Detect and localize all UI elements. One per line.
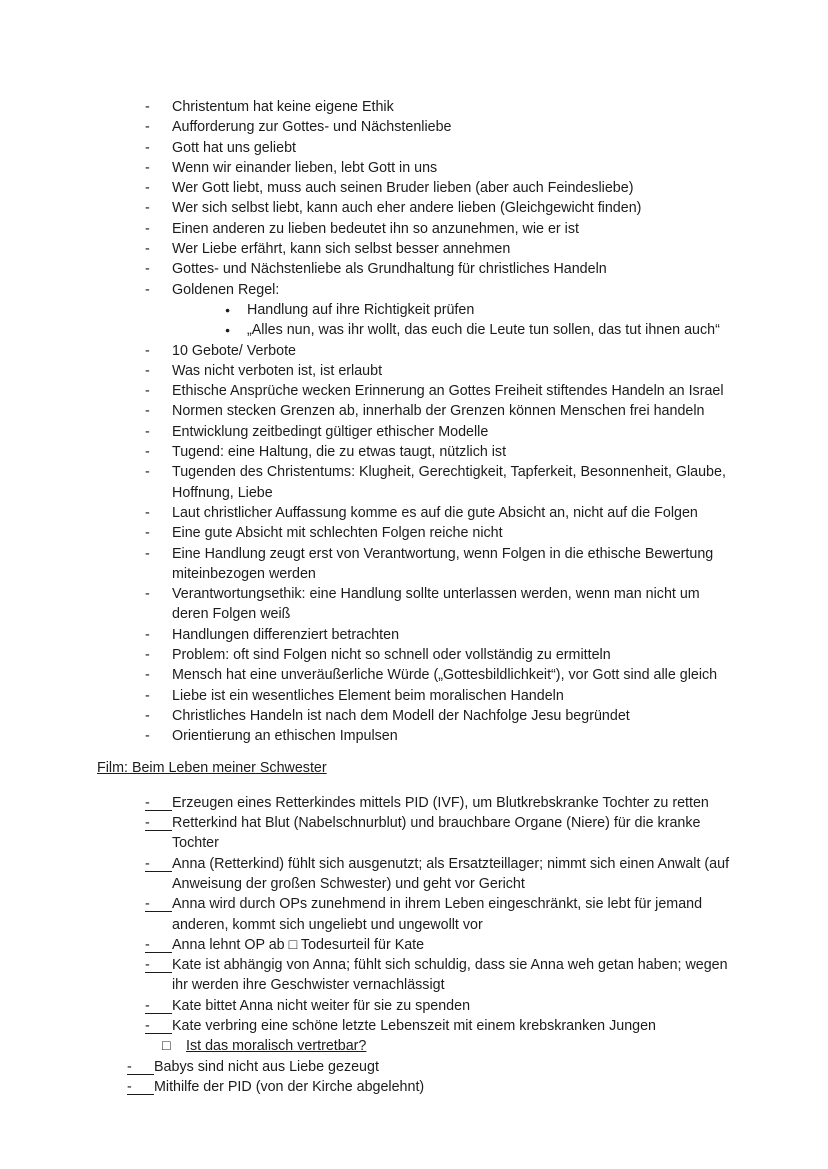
dash-bullet: -: [145, 423, 150, 440]
dash-bullet: -: [145, 586, 150, 603]
list-item-text: Gott hat uns geliebt: [172, 139, 296, 156]
underlined-dash-bullet: -: [145, 1016, 172, 1034]
list-item: [145, 706, 737, 726]
underlined-dash-bullet: -: [145, 955, 172, 973]
list-item: [145, 219, 737, 239]
list-item-text: Christliches Handeln ist nach dem Modell der Nachfolge Jesu begründet: [172, 707, 630, 724]
list-item: [145, 422, 737, 442]
list-item: [145, 793, 737, 813]
list-item-text: Gottes- und Nächstenliebe als Grundhaltung für christliches Handeln: [172, 261, 607, 278]
list-item-text: Goldenen Regel:: [172, 281, 280, 298]
dash-bullet: -: [145, 281, 150, 298]
round-bullet: ●: [225, 304, 231, 315]
list-item-text: Erzeugen eines Retterkindes mittels PID (IVF), um Blutkrebskranke Tochter zu retten: [172, 794, 709, 811]
list-item: [145, 158, 737, 178]
list-item: [145, 935, 737, 955]
dash-bullet: -: [145, 159, 150, 176]
list-item-text: Problem: oft sind Folgen nicht so schnell oder vollständig zu ermitteln: [172, 647, 611, 664]
list-item-text: Kate verbring eine schöne letzte Lebenszeit mit einem krebskranken Jungen: [172, 1018, 656, 1035]
list-item-text: Wenn wir einander lieben, lebt Gott in uns: [172, 159, 438, 176]
underlined-dash-bullet: -: [145, 996, 172, 1014]
question-line: [162, 1036, 737, 1056]
list-item: [145, 462, 737, 503]
question-text: Ist das moralisch vertretbar?: [186, 1038, 367, 1055]
list-item: [145, 1016, 737, 1036]
film-list: [97, 793, 737, 1037]
missing-glyph-box-icon: □: [162, 1038, 171, 1055]
list-item: [145, 645, 737, 665]
list-item-text: Christentum hat keine eigene Ethik: [172, 99, 394, 115]
list-item: [145, 665, 737, 685]
list-item: [145, 361, 737, 381]
list-item-text: Kate ist abhängig von Anna; fühlt sich schuldig, dass sie Anna weh getan haben; wegen ihr werden ihre Geschwister vernachlässigt: [172, 957, 728, 994]
list-item: [145, 381, 737, 401]
list-item: [145, 894, 737, 935]
ethics-list-continued: [97, 341, 737, 747]
dash-bullet: -: [145, 525, 150, 542]
dash-bullet: -: [145, 464, 150, 481]
ethics-list: [97, 97, 737, 300]
list-item-text: Babys sind nicht aus Liebe gezeugt: [154, 1058, 379, 1075]
list-item-text: Aufforderung zur Gottes- und Nächstenliebe: [172, 119, 452, 136]
underlined-dash-bullet: -: [145, 935, 172, 953]
list-item: [145, 138, 737, 158]
sub-list-item: [225, 320, 737, 340]
list-item-text: Handlungen differenziert betrachten: [172, 626, 400, 643]
list-item: [145, 996, 737, 1016]
list-item: [145, 198, 737, 218]
golden-rule-sub-list: [97, 300, 737, 341]
list-item: [145, 955, 737, 996]
dash-bullet: -: [145, 707, 150, 724]
dash-bullet: -: [145, 667, 150, 684]
list-item: [145, 544, 737, 585]
list-item: [145, 726, 737, 746]
list-item-text: Was nicht verboten ist, ist erlaubt: [172, 362, 383, 379]
list-item-text: Tugend: eine Haltung, die zu etwas taugt, nützlich ist: [172, 444, 507, 461]
dash-bullet: -: [145, 99, 150, 115]
dash-bullet: -: [145, 139, 150, 156]
list-item-text: Kate bittet Anna nicht weiter für sie zu spenden: [172, 997, 471, 1014]
underlined-dash-bullet: -: [145, 854, 172, 872]
list-item-text: Anna (Retterkind) fühlt sich ausgenutzt; als Ersatzteillager; nimmt sich einen Anwalt (auf Anweisung der großen Schwester) und geht vor Gericht: [172, 855, 730, 892]
list-item: [145, 503, 737, 523]
list-item: [145, 97, 737, 117]
dash-bullet: -: [145, 504, 150, 521]
dash-bullet: -: [145, 180, 150, 197]
list-item-text: Mithilfe der PID (von der Kirche abgelehnt): [154, 1078, 425, 1095]
list-item-text: Eine gute Absicht mit schlechten Folgen reiche nicht: [172, 525, 503, 542]
list-item: [145, 625, 737, 645]
list-item-text: Wer Liebe erfährt, kann sich selbst besser annehmen: [172, 241, 511, 258]
list-item-text: Normen stecken Grenzen ab, innerhalb der Grenzen können Menschen frei handeln: [172, 403, 705, 420]
list-item-text: Retterkind hat Blut (Nabelschnurblut) und brauchbare Organe (Niere) für die kranke Tochter: [172, 815, 701, 852]
list-item: [145, 686, 737, 706]
list-item: [145, 442, 737, 462]
sub-list-item: [225, 300, 737, 320]
film-list-outdented: [97, 1057, 737, 1098]
list-item-text: Tugenden des Christentums: Klugheit, Gerechtigkeit, Tapferkeit, Besonnenheit, Glaube, Hoffnung, Liebe: [172, 464, 726, 501]
list-item-text: Orientierung an ethischen Impulsen: [172, 728, 398, 745]
underlined-dash-bullet: -: [127, 1057, 154, 1075]
list-item-text: Wer sich selbst liebt, kann auch eher andere lieben (Gleichgewicht finden): [172, 200, 642, 217]
dash-bullet: -: [145, 220, 150, 237]
dash-bullet: -: [145, 687, 150, 704]
list-item: [145, 341, 737, 361]
dash-bullet: -: [145, 200, 150, 217]
list-item-text: Einen anderen zu lieben bedeutet ihn so anzunehmen, wie er ist: [172, 220, 579, 237]
dash-bullet: -: [145, 342, 150, 359]
dash-bullet: -: [145, 119, 150, 136]
list-item-text: Entwicklung zeitbedingt gültiger ethischer Modelle: [172, 423, 489, 440]
list-item: [145, 178, 737, 198]
list-item: [145, 401, 737, 421]
list-item-text: Eine Handlung zeugt erst von Verantwortung, wenn Folgen in die ethische Bewertung miteinbezogen werden: [172, 545, 714, 582]
sub-list-item-text: Handlung auf ihre Richtigkeit prüfen: [247, 301, 475, 318]
dash-bullet: -: [145, 545, 150, 562]
underlined-dash-bullet: -: [145, 813, 172, 831]
underlined-dash-bullet: -: [145, 894, 172, 912]
dash-bullet: -: [145, 647, 150, 664]
underlined-dash-bullet: -: [145, 793, 172, 811]
dash-bullet: -: [145, 362, 150, 379]
list-item-text: Anna lehnt OP ab □ Todesurteil für Kate: [172, 936, 425, 953]
list-item-text: Verantwortungsethik: eine Handlung sollte unterlassen werden, wenn man nicht um deren Folgen weiß: [172, 586, 700, 623]
underlined-dash-bullet: -: [127, 1077, 154, 1095]
list-item: [145, 259, 737, 279]
list-item: [127, 1077, 737, 1097]
dash-bullet: -: [145, 241, 150, 258]
round-bullet: ●: [225, 325, 231, 336]
list-item-text: Ethische Ansprüche wecken Erinnerung an Gottes Freiheit stiftendes Handeln an Israel: [172, 383, 724, 400]
list-item-text: Laut christlicher Auffassung komme es auf die gute Absicht an, nicht auf die Folgen: [172, 504, 698, 521]
film-section-heading: Film: Beim Leben meiner Schwester: [97, 759, 327, 776]
list-item: [145, 117, 737, 137]
list-item: [127, 1057, 737, 1077]
list-item-text: Wer Gott liebt, muss auch seinen Bruder lieben (aber auch Feindesliebe): [172, 180, 634, 197]
list-item: [145, 280, 737, 300]
list-item: [145, 239, 737, 259]
dash-bullet: -: [145, 626, 150, 643]
list-item-text: Mensch hat eine unveräußerliche Würde („Gottesbildlichkeit“), vor Gott sind alle gleich: [172, 667, 718, 684]
dash-bullet: -: [145, 383, 150, 400]
list-item-text: Anna wird durch OPs zunehmend in ihrem Leben eingeschränkt, sie lebt für jemand anderen, kommt sich ungeliebt und ungewollt vor: [172, 896, 703, 933]
list-item: [145, 813, 737, 854]
list-item-text: Liebe ist ein wesentliches Element beim moralischen Handeln: [172, 687, 564, 704]
list-item: [145, 854, 737, 895]
list-item-text: 10 Gebote/ Verbote: [172, 342, 297, 359]
dash-bullet: -: [145, 444, 150, 461]
list-item: [145, 523, 737, 543]
list-item: [145, 584, 737, 625]
dash-bullet: -: [145, 261, 150, 278]
dash-bullet: -: [145, 403, 150, 420]
sub-list-item-text: „Alles nun, was ihr wollt, das euch die Leute tun sollen, das tut ihnen auch“: [247, 322, 720, 339]
dash-bullet: -: [145, 728, 150, 745]
